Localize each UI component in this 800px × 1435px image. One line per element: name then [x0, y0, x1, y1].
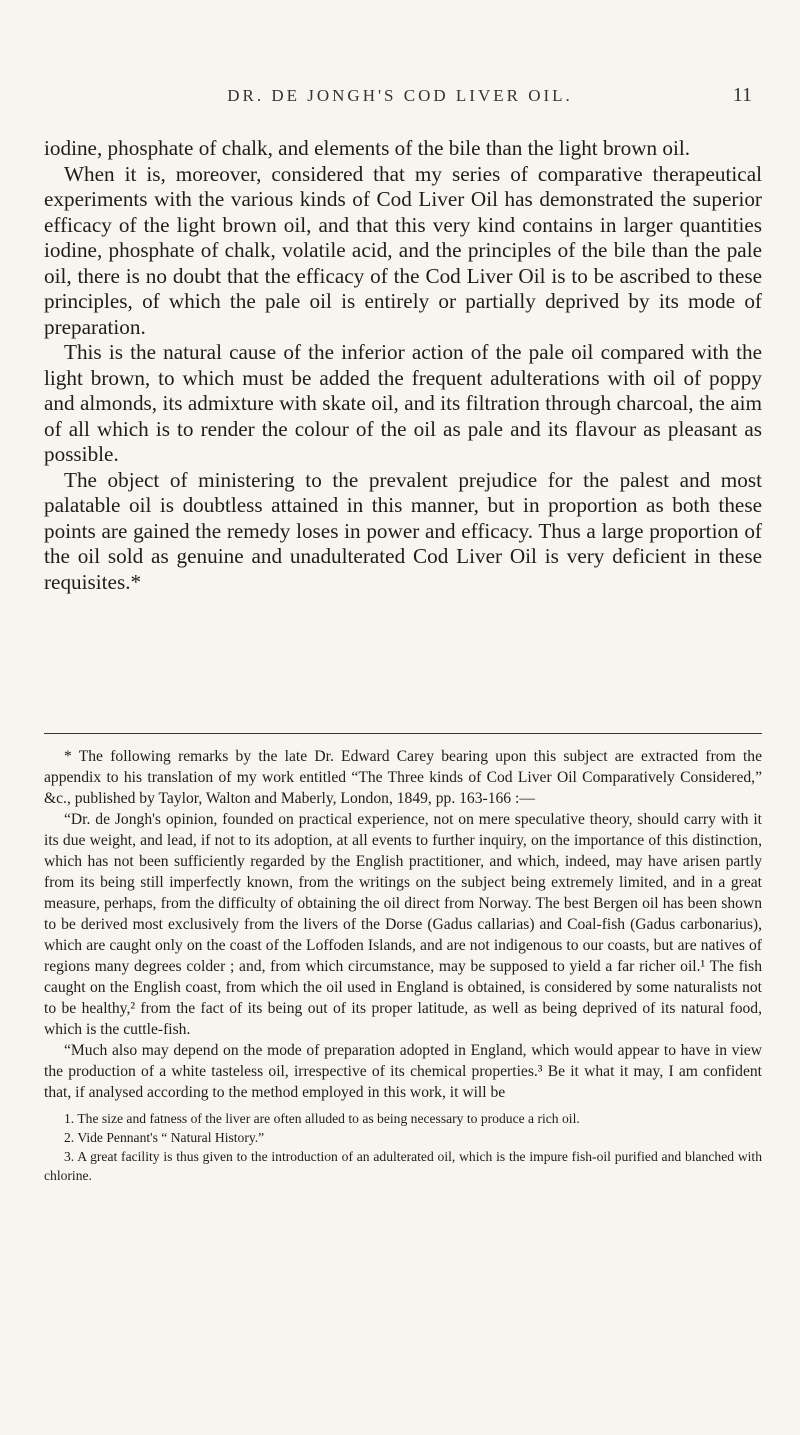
footnotes: [44, 746, 762, 1185]
paragraph: The object of ministering to the prevalent prejudice for the palest and most palatable oil is doubtless attained in this manner, but in proportion as both these points are gained the remedy loses in power and efficacy. Thus a large proportion of the oil sold as genuine and unadulterated Cod Liver Oil is very deficient in these requisites.*: [44, 467, 762, 594]
body-text: [44, 136, 762, 595]
paragraph: When it is, moreover, considered that my series of comparative therapeutical experiments with the various kinds of Cod Liver Oil has demonstrated the superior efficacy of the light brown oil, and that this very kind contains in larger quantities iodine, phosphate of chalk, volatile acid, and the principles of the bile than the pale oil, there is no doubt that the efficacy of the Cod Liver Oil is to be ascribed to these principles, of which the pale oil is entirely or partially deprived by its mode of preparation.: [44, 161, 762, 339]
sub-footnote: 2. Vide Pennant's “ Natural History.”: [64, 1130, 265, 1145]
paragraph: iodine, phosphate of chalk, and elements of the bile than the light brown oil.: [44, 136, 691, 160]
paragraph: This is the natural cause of the inferior action of the pale oil compared with the light brown, to which must be added the frequent adulterations with oil of poppy and almonds, its admixture with skate oil, and its filtration through charcoal, the aim of all which is to render the colour of the oil as pale and its flavour as pleasant as possible.: [44, 340, 762, 466]
sub-footnote: 1. The size and fatness of the liver are often alluded to as being necessary to produce a rich oil.: [64, 1111, 580, 1126]
page-header: [0, 86, 800, 116]
footnote-quote: “Much also may depend on the mode of preparation adopted in England, which would appear to have in view the production of a white tasteless oil, irrespective of its chemical properties.³ Be it what it may, I am confident that, if analysed according to the method employed in this work, it will be: [44, 1042, 762, 1101]
footnote-quote: “Dr. de Jongh's opinion, founded on practical experience, not on mere speculative theory, should carry with it its due weight, and lead, if not to its adoption, at all events to further inquiry, on the importance of this distinction, which has not been sufficiently regarded by the English practitioner, and which, indeed, may have arisen partly from its being still imperfectly known, from the writings on the subject being extremely limited, and in a great measure, perhaps, from the difficulty of obtaining the oil direct from Norway. The best Bergen oil has been shown to be derived most exclusively from the livers of the Dorse (Gadus callarias) and Coal-fish (Gadus carbonarius), which are caught only on the coast of the Loffoden Islands, and are not indigenous to our coasts, but are natives of regions many degrees colder ; and, from which circumstance, may be supposed to yield a far richer oil.¹ The fish caught on the English coast, from which the oil used in England is obtained, is considered by some naturalists not to be healthy,² from the fact of its being out of its proper latitude, as well as being deprived of its natural food, which is the cuttle-fish.: [44, 811, 762, 1038]
footnote: * The following remarks by the late Dr. Edward Carey bearing upon this subject are extracted from the appendix to his translation of my work entitled “The Three kinds of Cod Liver Oil Comparatively Considered,” &c., published by Taylor, Walton and Maberly, London, 1849, pp. 163-166 :—: [44, 748, 762, 807]
page-number: 11: [732, 84, 752, 106]
footnote-divider: [44, 733, 762, 734]
running-head: DR. DE JONGH'S COD LIVER OIL.: [227, 86, 573, 105]
sub-footnote: 3. A great facility is thus given to the introduction of an adulterated oil, which is the impure fish-oil purified and blanched with chlorine.: [44, 1149, 762, 1183]
